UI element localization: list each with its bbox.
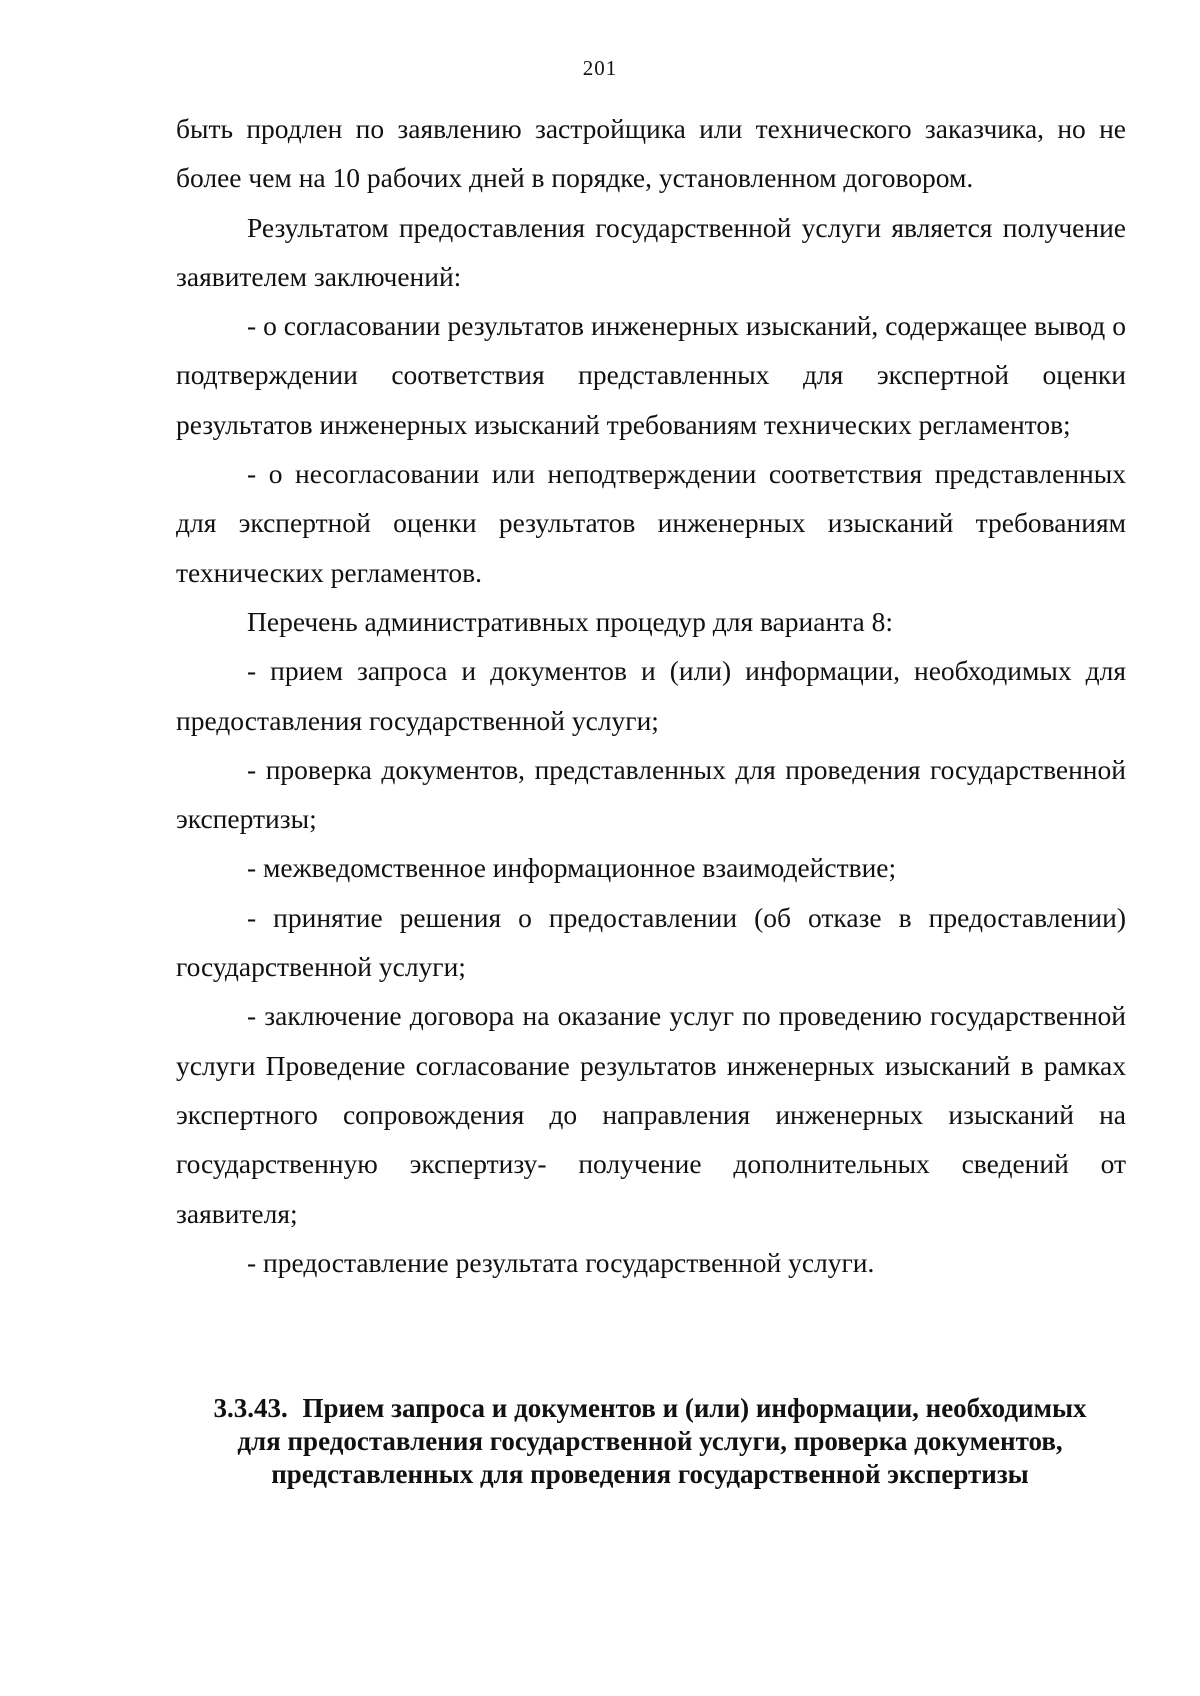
paragraph-procedures-intro: Перечень административных процедур для варианта 8: xyxy=(247,605,894,637)
list-item-procedure-reception: - прием запроса и документов и (или) информации, необходимых для предоставления государственной услуги; xyxy=(176,655,1126,736)
section-heading-title: Прием запроса и документов и (или) информации, необходимых для предоставления государственной услуги, проверка документов, представленных для проведения государственной экспертизы xyxy=(237,1393,1087,1489)
document-body xyxy=(176,104,1126,1287)
list-item-procedure-contract: - заключение договора на оказание услуг по проведению государственной услуги Проведение согласование результатов инженерных изысканий в рамках экспертного сопровождения до направления инженерных изысканий на государственную экспертизу- получение дополнительных сведений от заявителя; xyxy=(176,1000,1126,1229)
section-heading-number: 3.3.43. xyxy=(213,1393,288,1423)
list-item-procedure-interagency: - межведомственное информационное взаимодействие; xyxy=(247,852,897,884)
list-item-conclusion-positive: - о согласовании результатов инженерных изысканий, содержащее вывод о подтверждении соответствия представленных для экспертной оценки результатов инженерных изысканий требованиям технических регламентов; xyxy=(176,310,1126,440)
page-number: 201 xyxy=(582,56,618,80)
list-item-conclusion-negative: - о несогласовании или неподтверждении соответствия представленных для экспертной оценки результатов инженерных изысканий требованиям технических регламентов. xyxy=(176,458,1126,588)
paragraph-result-intro: Результатом предоставления государственной услуги является получение заявителем заключений: xyxy=(176,211,1126,292)
list-item-procedure-verification: - проверка документов, представленных для проведения государственной экспертизы; xyxy=(176,753,1126,835)
paragraph-continuation: быть продлен по заявлению застройщика или технического заказчика, но не более чем на 10 рабочих дней в порядке, установленном договором. xyxy=(176,113,1126,194)
list-item-procedure-decision: - принятие решения о предоставлении (об отказе в предоставлении) государственной услуги; xyxy=(176,901,1126,983)
section-heading xyxy=(200,1392,1100,1491)
list-item-procedure-delivery: - предоставление результата государственной услуги. xyxy=(247,1246,875,1278)
